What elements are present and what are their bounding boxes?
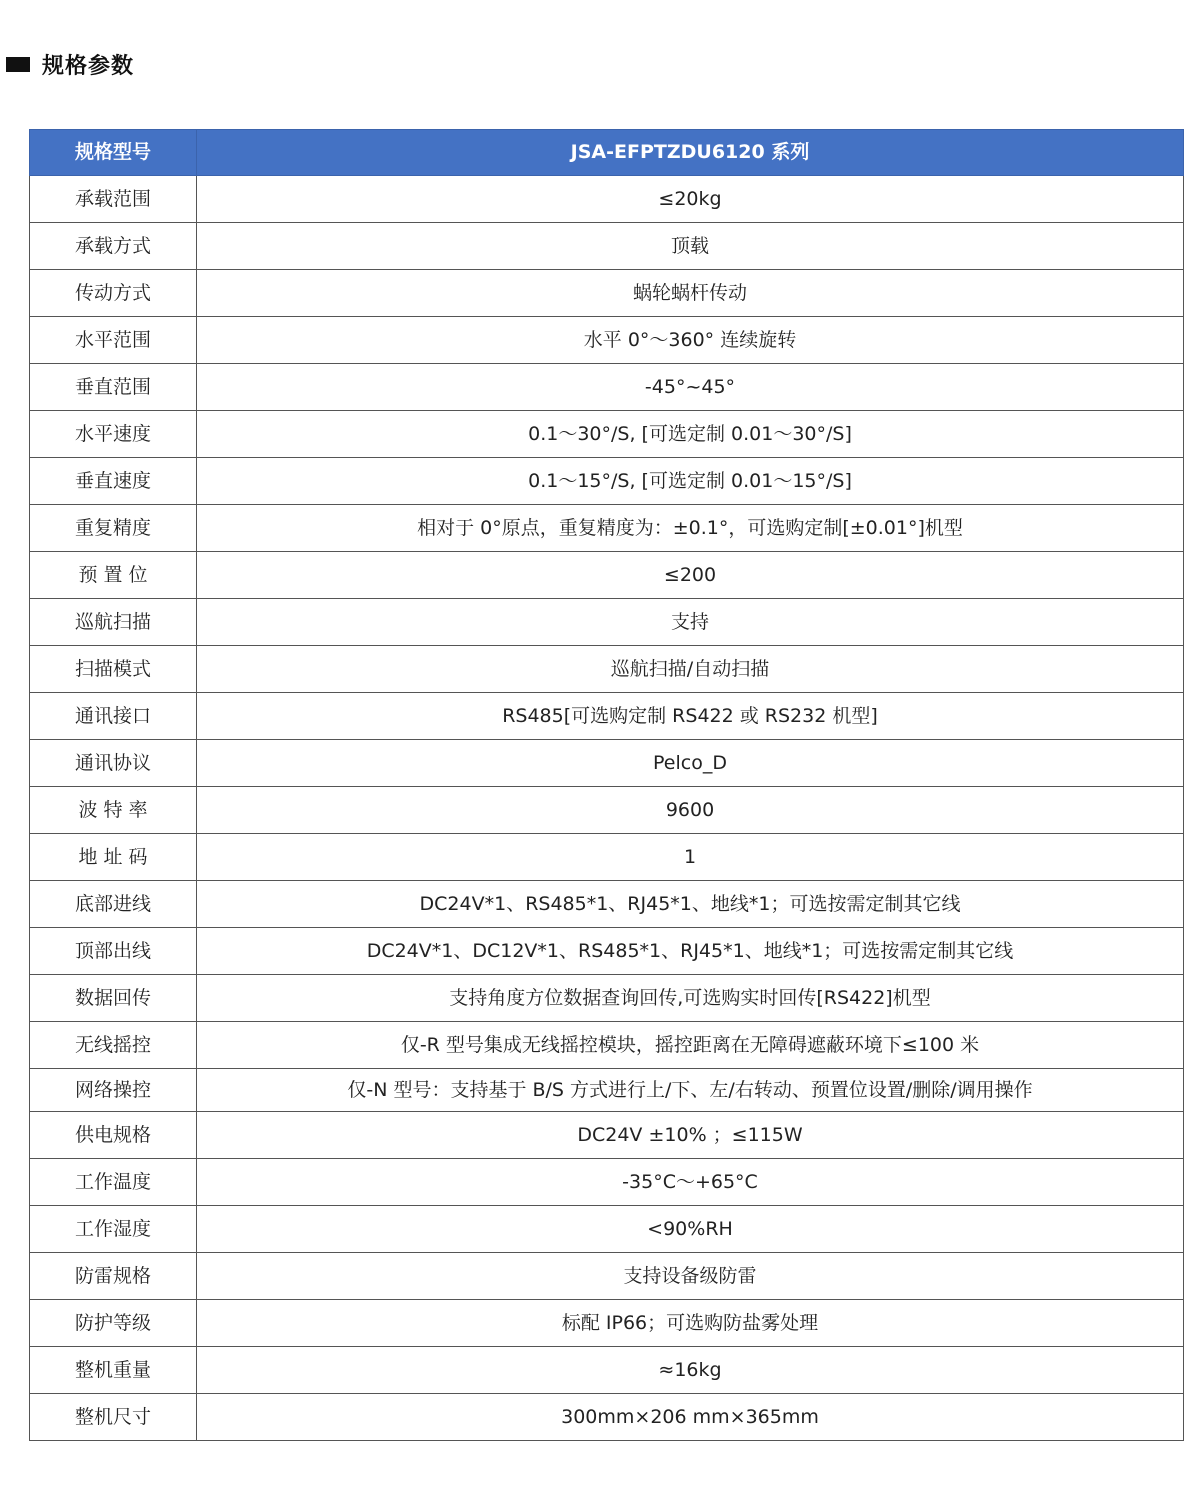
section-header [6,48,134,80]
row-label: 整机尺寸 [30,1394,197,1441]
row-value: 仅-N 型号：支持基于 B/S 方式进行上/下、左/右转动、预置位设置/删除/调用操作 [197,1069,1184,1112]
row-value: <90%RH [197,1206,1184,1253]
row-label: 承载方式 [30,223,197,270]
table-row [30,317,1184,364]
header-value-cell: JSA-EFPTZDU6120 系列 [197,130,1184,176]
row-label: 预 置 位 [30,552,197,599]
row-label: 工作温度 [30,1159,197,1206]
row-label: 数据回传 [30,975,197,1022]
row-value: ≈16kg [197,1347,1184,1394]
row-label: 通讯协议 [30,740,197,787]
row-value: 相对于 0°原点，重复精度为：±0.1°，可选购定制[±0.01°]机型 [197,505,1184,552]
row-value: DC24V ±10% ；≤115W [197,1112,1184,1159]
table-row [30,1022,1184,1069]
table-row [30,270,1184,317]
row-value: 9600 [197,787,1184,834]
table-row [30,176,1184,223]
table-row [30,552,1184,599]
row-value: 标配 IP66；可选购防盐雾处理 [197,1300,1184,1347]
row-value: 支持角度方位数据查询回传,可选购实时回传[RS422]机型 [197,975,1184,1022]
table-row [30,364,1184,411]
section-title: 规格参数 [42,53,135,79]
table-row [30,1159,1184,1206]
row-value: 巡航扫描/自动扫描 [197,646,1184,693]
table-row [30,740,1184,787]
table-row [30,1300,1184,1347]
row-value: 蜗轮蜗杆传动 [197,270,1184,317]
row-label: 顶部出线 [30,928,197,975]
table-row [30,599,1184,646]
row-value: 0.1～15°/S, [可选定制 0.01～15°/S] [197,458,1184,505]
table-row [30,1112,1184,1159]
row-label: 承载范围 [30,176,197,223]
row-label: 网络操控 [30,1069,197,1112]
table-row [30,1206,1184,1253]
row-label: 防雷规格 [30,1253,197,1300]
row-value: -45°~45° [197,364,1184,411]
row-value: 1 [197,834,1184,881]
row-label: 底部进线 [30,881,197,928]
table-row [30,1069,1184,1112]
row-label: 工作湿度 [30,1206,197,1253]
row-value: 水平 0°～360° 连续旋转 [197,317,1184,364]
row-label: 重复精度 [30,505,197,552]
row-value: ≤200 [197,552,1184,599]
table-row [30,1347,1184,1394]
row-value: 300mm×206 mm×365mm [197,1394,1184,1441]
row-label: 水平速度 [30,411,197,458]
row-label: 整机重量 [30,1347,197,1394]
row-value: Pelco_D [197,740,1184,787]
section-marker [6,57,30,72]
row-value: -35°C～+65°C [197,1159,1184,1206]
table-row [30,787,1184,834]
row-label: 巡航扫描 [30,599,197,646]
table-row [30,458,1184,505]
table-row [30,834,1184,881]
table-row [30,693,1184,740]
spec-table [29,129,1184,1441]
row-value: 支持设备级防雷 [197,1253,1184,1300]
table-row [30,223,1184,270]
row-value: 仅-R 型号集成无线摇控模块，摇控距离在无障碍遮蔽环境下≤100 米 [197,1022,1184,1069]
table-row [30,505,1184,552]
header-label-cell: 规格型号 [30,130,197,176]
row-value: DC24V*1、RS485*1、RJ45*1、地线*1；可选按需定制其它线 [197,881,1184,928]
table-header-row [30,130,1184,176]
row-value: RS485[可选购定制 RS422 或 RS232 机型] [197,693,1184,740]
table-row [30,928,1184,975]
row-value: 顶载 [197,223,1184,270]
row-label: 防护等级 [30,1300,197,1347]
row-label: 扫描模式 [30,646,197,693]
row-value: DC24V*1、DC12V*1、RS485*1、RJ45*1、地线*1；可选按需定制其它线 [197,928,1184,975]
table-row [30,1253,1184,1300]
row-label: 地 址 码 [30,834,197,881]
table-row [30,881,1184,928]
row-label: 垂直范围 [30,364,197,411]
row-label: 垂直速度 [30,458,197,505]
row-label: 无线摇控 [30,1022,197,1069]
table-row [30,975,1184,1022]
row-label: 供电规格 [30,1112,197,1159]
row-value: 0.1～30°/S, [可选定制 0.01～30°/S] [197,411,1184,458]
table-row [30,1394,1184,1441]
row-label: 波 特 率 [30,787,197,834]
row-label: 通讯接口 [30,693,197,740]
row-value: 支持 [197,599,1184,646]
row-label: 传动方式 [30,270,197,317]
row-value: ≤20kg [197,176,1184,223]
table-row [30,646,1184,693]
row-label: 水平范围 [30,317,197,364]
table-row [30,411,1184,458]
